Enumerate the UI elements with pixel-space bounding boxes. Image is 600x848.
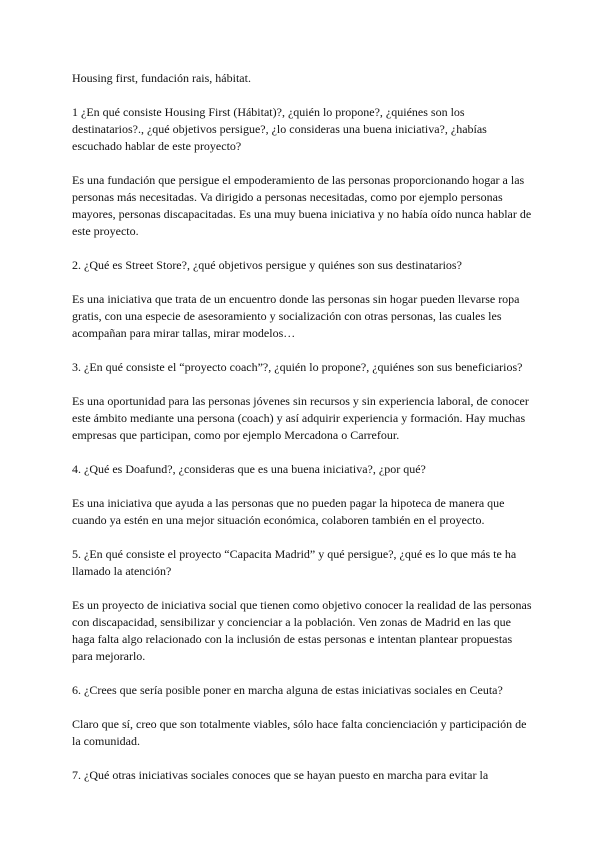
question-4: 4. ¿Qué es Doafund?, ¿consideras que es una buena iniciativa?, ¿por qué? [72, 462, 426, 476]
answer-4: Es una iniciativa que ayuda a las personas que no pueden pagar la hipoteca de manera que cuando ya estén en una mejor situación económica, colaboren también en el proyecto. [72, 496, 505, 527]
question-2: 2. ¿Qué es Street Store?, ¿qué objetivos persigue y quiénes son sus destinatarios? [72, 258, 462, 272]
document-body [72, 70, 532, 801]
answer-5: Es un proyecto de iniciativa social que tienen como objetivo conocer la realidad de las personas con discapacidad, sensibilizar y concienciar a la población. Ven zonas de Madrid en las que haga falta algo relacionado con la inclusión de estas personas e intentan plantear propuestas para mejorarlo. [72, 598, 532, 663]
question-7: 7. ¿Qué otras iniciativas sociales conoces que se hayan puesto en marcha para evitar la [72, 768, 489, 782]
answer-3: Es una oportunidad para las personas jóvenes sin recursos y sin experiencia laboral, de conocer este ámbito mediante una persona (coach) y así adquirir experiencia y formación. Hay muchas empresas que participan, como por ejemplo Mercadona o Carrefour. [72, 394, 529, 442]
question-6: 6. ¿Crees que sería posible poner en marcha alguna de estas iniciativas sociales en Ceuta? [72, 683, 503, 697]
question-5: 5. ¿En qué consiste el proyecto “Capacita Madrid” y qué persigue?, ¿qué es lo que más te ha llamado la atención? [72, 547, 517, 578]
answer-2: Es una iniciativa que trata de un encuentro donde las personas sin hogar pueden llevarse ropa gratis, con una especie de asesoramiento y socialización con otras personas, las cuales les acompañan para mirar tallas, mirar modelos… [72, 292, 520, 340]
question-3: 3. ¿En qué consiste el “proyecto coach”?, ¿quién lo propone?, ¿quiénes son sus beneficiarios? [72, 360, 523, 374]
answer-1: Es una fundación que persigue el empoderamiento de las personas proporcionando hogar a las personas más necesitadas. Va dirigido a personas necesitadas, como por ejemplo personas mayores, personas discapacitadas. Es una muy buena iniciativa y no había oído nunca hablar de este proyecto. [72, 173, 532, 238]
question-1: 1 ¿En qué consiste Housing First (Hábitat)?, ¿quién lo propone?, ¿quiénes son los destinatarios?., ¿qué objetivos persigue?, ¿lo consideras una buena iniciativa?, ¿habías escuchado hablar de este proyecto? [72, 105, 487, 153]
answer-6: Claro que sí, creo que son totalmente viables, sólo hace falta concienciación y participación de la comunidad. [72, 717, 527, 748]
document-title: Housing first, fundación rais, hábitat. [72, 71, 251, 85]
